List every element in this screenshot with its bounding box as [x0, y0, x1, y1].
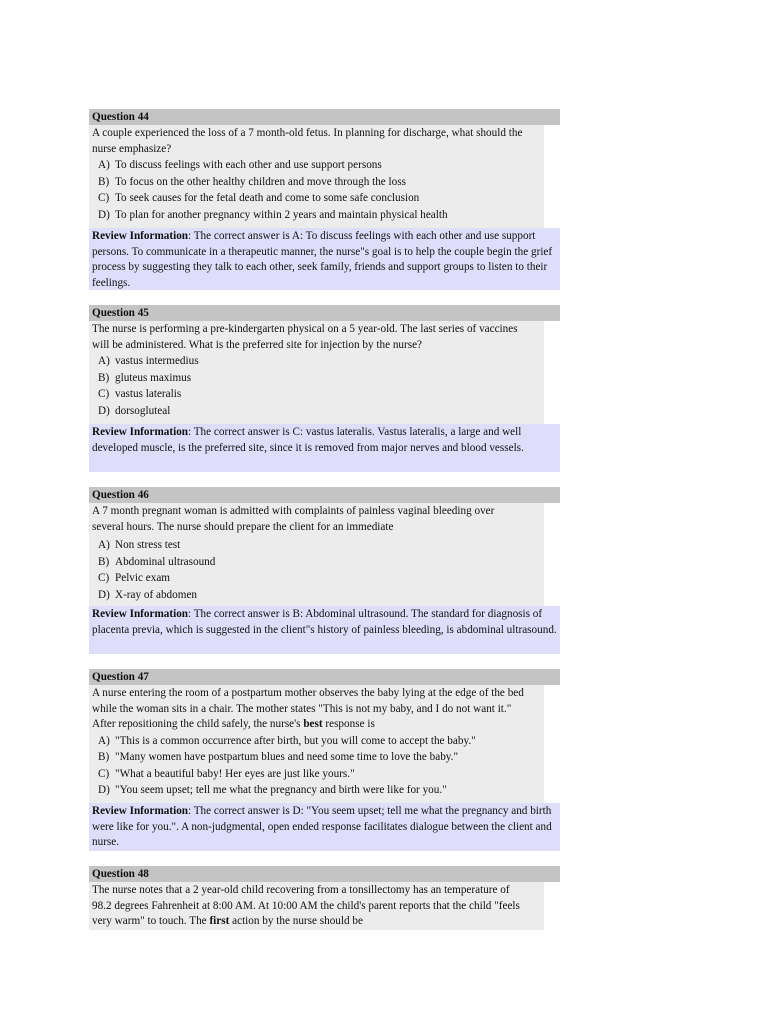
review-label: Review Information — [92, 230, 189, 242]
question-44-heading: Question 44 — [89, 109, 560, 125]
question-45-option-d: D) dorsogluteal — [98, 404, 171, 417]
question-47-body — [89, 685, 544, 803]
question-46-body — [89, 503, 544, 606]
question-46-heading: Question 46 — [89, 487, 560, 503]
review-label: Review Information — [92, 805, 189, 817]
question-45-heading: Question 45 — [89, 305, 560, 321]
question-46-review-text: : The correct answer is B: Abdominal ultrasound. The standard for diagnosis of placenta previa, which is suggested in the client"s history of painless bleeding, is abdominal ultrasound. — [92, 608, 557, 636]
question-47-option-a: A) "This is a common occurrence after birth, but you will come to accept the baby." — [98, 734, 476, 747]
question-47-option-b: B) "Many women have postpartum blues and need some time to love the baby." — [98, 751, 459, 763]
question-45-body — [89, 321, 544, 424]
question-48-stem: The nurse notes that a 2 year-old child recovering from a tonsillectomy has an temperature of 98.2 degrees Fahrenheit at 8:00 AM. At 10:00 AM the child's parent reports that the child "feels very warm" to touch. The first action by the nurse should be — [92, 884, 520, 927]
question-46-option-a: A) Non stress test — [98, 539, 181, 551]
review-label: Review Information — [92, 426, 189, 438]
question-44-option-c: C) To seek causes for the fetal death and come to some safe conclusion — [98, 192, 420, 204]
question-44-option-b: B) To focus on the other healthy children and move through the loss — [98, 175, 406, 188]
question-45-review-text: : The correct answer is C: vastus lateralis. Vastus lateralis, a large and well developed muscle, is the preferred site, since it is removed from major nerves and blood vessels. — [92, 426, 524, 454]
question-46-option-c: C) Pelvic exam — [98, 572, 170, 584]
question-47-stem: A nurse entering the room of a postpartum mother observes the baby lying at the edge of the bed while the woman sits in a chair. The mother states "This is not my baby, and I do not want it." After repositioning the child safely, the nurse's best response is — [92, 687, 524, 730]
question-45-option-b: B) gluteus maximus — [98, 371, 192, 384]
question-44-option-a: A) To discuss feelings with each other and use support persons — [98, 159, 382, 171]
question-45-option-c: C) vastus lateralis — [98, 388, 182, 400]
question-46-option-b: B) Abdominal ultrasound — [98, 555, 216, 568]
question-47-review-text: : The correct answer is D: "You seem upset; tell me what the pregnancy and birth were like for you.". A non-judgmental, open ended response facilitates dialogue between the client and nurse. — [92, 805, 552, 848]
question-48-body — [89, 882, 544, 930]
question-47-option-c: C) "What a beautiful baby! Her eyes are just like yours." — [98, 767, 355, 780]
question-46-stem: A 7 month pregnant woman is admitted with complaints of painless vaginal bleeding over several hours. The nurse should prepare the client for an immediate — [92, 505, 495, 533]
question-44-stem: A couple experienced the loss of a 7 month-old fetus. In planning for discharge, what should the nurse emphasize? — [92, 127, 523, 155]
question-47-review — [89, 803, 560, 851]
question-46-option-d: D) X-ray of abdomen — [98, 588, 198, 601]
question-46-review — [89, 606, 560, 654]
question-47-heading: Question 47 — [89, 669, 560, 685]
question-44-review — [89, 228, 560, 290]
question-44-option-d: D) To plan for another pregnancy within 2 years and maintain physical health — [98, 208, 448, 221]
question-44-review-text: : The correct answer is A: To discuss feelings with each other and use support persons. To communicate in a therapeutic manner, the nurse"s goal is to help the couple begin the grief process by suggesting they talk to each other, seek family, friends and support groups to listen to their feelings. — [92, 230, 553, 289]
question-45-review — [89, 424, 560, 472]
review-label: Review Information — [92, 608, 189, 620]
question-48-heading: Question 48 — [89, 866, 560, 882]
question-45-option-a: A) vastus intermedius — [98, 355, 199, 367]
question-44-body — [89, 125, 544, 228]
question-47-option-d: D) "You seem upset; tell me what the pregnancy and birth were like for you." — [98, 784, 447, 796]
question-45-stem: The nurse is performing a pre-kindergarten physical on a 5 year-old. The last series of vaccines will be administered. What is the preferred site for injection by the nurse? — [92, 323, 518, 351]
